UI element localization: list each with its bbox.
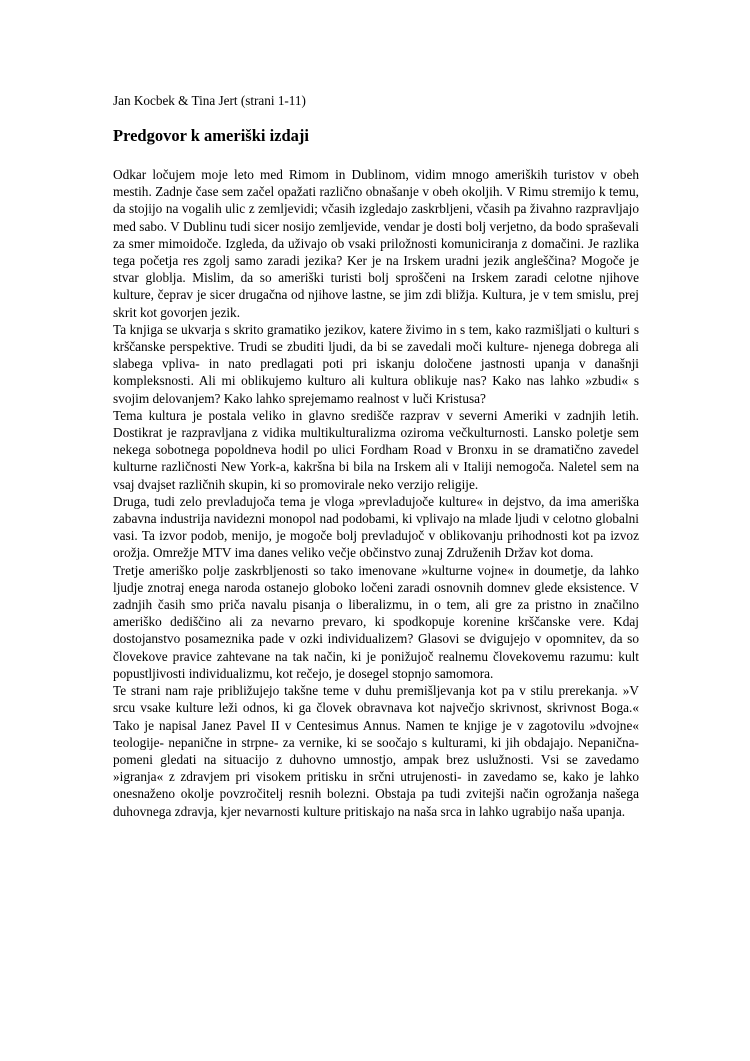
paragraph: Ta knjiga se ukvarja s skrito gramatiko jezikov, katere živimo in s tem, kako razmišljati o kulturi s krščanske perspektive. Trudi se zbuditi ljudi, da bi se zavedali moči kulture- njenega dobrega ali slabega vpliva- in nato predlagati poti pri iskanju določene jastnosti upanja v današnji kompleksnosti. Ali mi oblikujemo kulturo ali kultura oblikuje nas? Kako nas lahko »zbudi« s svojim delovanjem? Kako lahko sprejemamo realnost v luči Kristusa? xyxy=(113,321,639,406)
paragraph: Druga, tudi zelo prevladujoča tema je vloga »prevladujoče kulture« in dejstvo, da ima ameriška zabavna industrija navidezni monopol nad podobami, ki vplivajo na mlade ljudi v celotno globalni vasi. Ta izvor podob, menijo, je mogoče bolj prevladujoč v oblikovanju prihodnosti kot pa izvoz orožja. Omrežje MTV ima danes veliko večje občinstvo zunaj Združenih Držav kot doma. xyxy=(113,493,639,561)
body-text xyxy=(113,166,639,820)
paragraph: Tretje ameriško polje zaskrbljenosti so tako imenovane »kulturne vojne« in doumetje, da lahko ljudje znotraj enega naroda ostanejo globoko ločeni zaradi osnovnih domnev glede eksistence. V zadnjih časih smo priča navalu pisanja o liberalizmu, in o tem, ali gre za pristno in značilno ameriško dediščino ali za nevarno prevaro, ki spodkopuje korenine krščanske vere. Kdaj dostojanstvo posameznika pade v ozki individualizem? Glasovi se dvigujejo v opomnitev, da so človekove pravice zahtevane na tak način, ki je ponižujoč realnemu človekovemu razumu: kult popustljivosti individualizmu, kot rečejo, je dosegel stopnjo samomora. xyxy=(113,562,639,681)
paragraph: Te strani nam raje približujejo takšne teme v duhu premišljevanja kot pa v stilu prerekanja. »V srcu vsake kulture leži odnos, ki ga človek obravnava kot največjo skrivnost, skrivnost Boga.« Tako je napisal Janez Pavel II v Centesimus Annus. Namen te knjige je v zagotovilu »dvojne« teologije- nepanične in strpne- za vernike, ki se soočajo s kulturami, ki jih obdajajo. Nepanična- pomeni gledati na situacijo z duhovno umnostjo, ampak brez uslužnosti. Vsi se zavedamo »igranja« z zdravjem pri visokem pritisku in srčni utrujenosti- in zavedamo se, kako je lahko onesnaženo okolje povzročitelj resnih bolezni. Obstaja pa tudi zvitejši način ogrožanja našega duhovnega zdravja, kjer nevarnosti kulture pritiskajo na naša srca in lahko ugrabijo naša upanja. xyxy=(113,683,639,819)
paragraph: Tema kultura je postala veliko in glavno središče razprav v severni Ameriki v zadnjih letih. Dostikrat je razpravljana z vidika multikulturalizma oziroma večkulturnosti. Lansko poletje sem nekega sobotnega popoldneva hodil po ulici Fordham Road v Bronxu in se dramatično zavedel kulturne različnosti New York-a, kakršna bi bila na Irskem ali v Italiji nemogoča. Naletel sem na vsaj dvajset različnih skupin, ki so promovirale neko verzijo religije. xyxy=(113,407,639,492)
paragraph: Odkar ločujem moje leto med Rimom in Dublinom, vidim mnogo ameriških turistov v obeh mestih. Zadnje čase sem začel opažati različno obnašanje v obeh okoljih. V Rimu stremijo k temu, da stojijo na vogalih ulic z zemljevidi; včasih izgledajo zaskrbljeni, včasih pa živahno razpravljajo med sabo. V Dublinu tudi sicer nosijo zemljevide, vendar je dosti bolj verjetno, da bodo spraševali za smer mimoidoče. Izgleda, da uživajo ob vsaki priložnosti komuniciranja z domačini. Je razlika tega početja res zgolj samo zaradi jezika? Ker je na Irskem uradni jezik angleščina? Mogoče je stvar globlja. Mislim, da so ameriški turisti bolj sproščeni na Irskem zaradi celotne njihove kulture, čeprav je sicer drugačna od njihove lastne, se jim zdi bližja. Kultura, je v tem smislu, prej skrit kot govorjen jezik. xyxy=(113,167,639,320)
byline: Jan Kocbek & Tina Jert (strani 1-11) xyxy=(113,93,306,108)
page-title: Predgovor k ameriški izdaji xyxy=(113,126,310,145)
document-content xyxy=(113,92,639,820)
